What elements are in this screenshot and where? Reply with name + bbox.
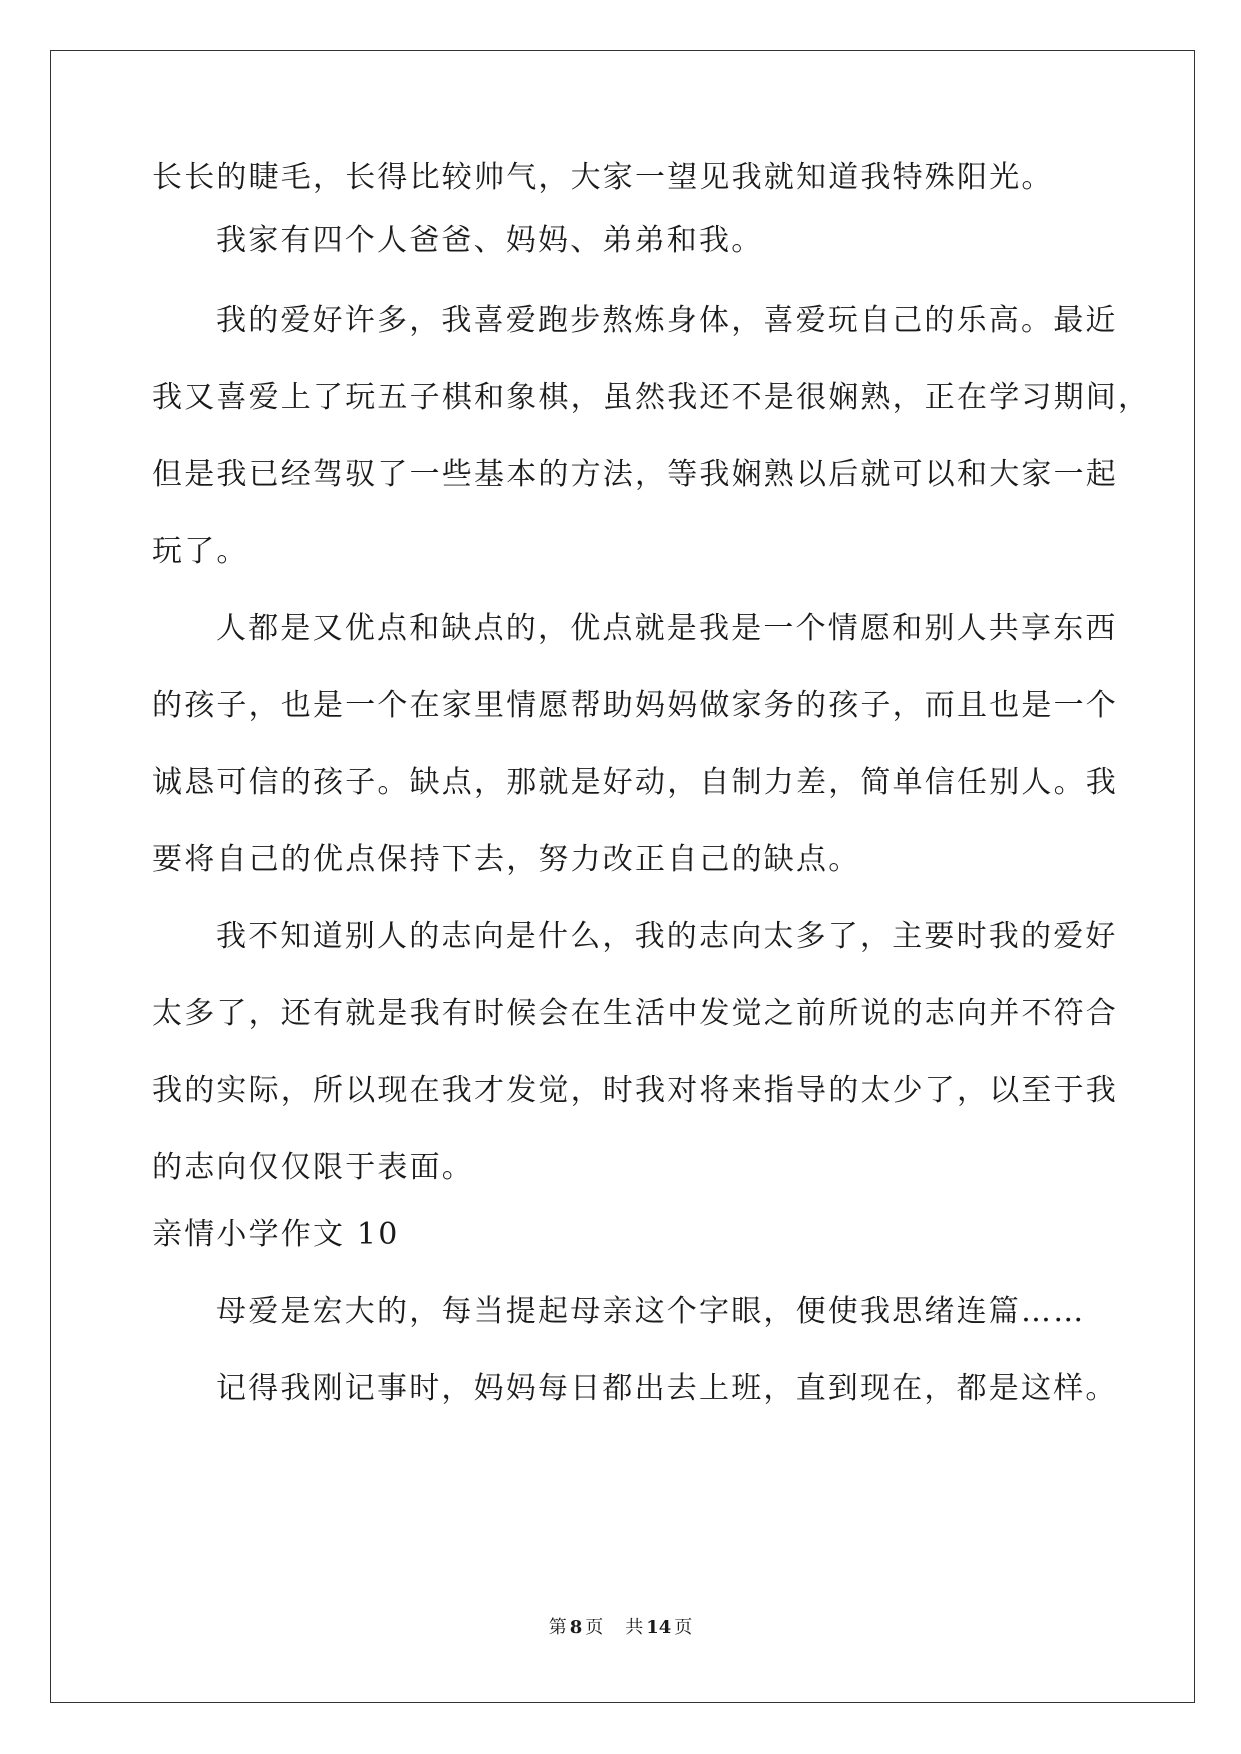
text-line: 的孩子，也是一个在家里情愿帮助妈妈做家务的孩子，而且也是一个: [152, 688, 1118, 723]
total-prefix: 共: [625, 1617, 644, 1638]
text-line: 玩了。: [152, 534, 249, 569]
text-line: 但是我已经驾驭了一些基本的方法，等我娴熟以后就可以和大家一起: [152, 457, 1118, 492]
text-line: 诚恳可信的孩子。缺点，那就是好动，自制力差，简单信任别人。我: [152, 765, 1118, 800]
page-current: 8: [569, 1617, 583, 1638]
text-line: 我又喜爱上了玩五子棋和象棋，虽然我还不是很娴熟，正在学习期间，: [152, 380, 1151, 415]
paragraph-line: 我家有四个人爸爸、妈妈、弟弟和我。: [216, 223, 764, 258]
text-line: 长长的睫毛，长得比较帅气，大家一望见我就知道我特殊阳光。: [152, 160, 1054, 195]
section-heading: 亲情小学作文 10: [152, 1217, 400, 1252]
text-line: 要将自己的优点保持下去，努力改正自己的缺点。: [152, 842, 861, 877]
paragraph-line: 我不知道别人的志向是什么，我的志向太多了，主要时我的爱好: [216, 919, 1118, 954]
page-unit: 页: [585, 1617, 604, 1638]
text-line: 我的实际，所以现在我才发觉，时我对将来指导的太少了，以至于我: [152, 1073, 1118, 1108]
text-line: 太多了，还有就是我有时候会在生活中发觉之前所说的志向并不符合: [152, 996, 1118, 1031]
paragraph-line: 我的爱好许多，我喜爱跑步熬炼身体，喜爱玩自己的乐高。最近: [216, 303, 1118, 338]
paragraph-line: 母爱是宏大的，每当提起母亲这个字眼，便使我思绪连篇……: [216, 1294, 1086, 1329]
paragraph-line: 记得我刚记事时，妈妈每日都出去上班，直到现在，都是这样。: [216, 1371, 1118, 1406]
text-line: 的志向仅仅限于表面。: [152, 1150, 474, 1185]
total-unit: 页: [674, 1617, 693, 1638]
paragraph-line: 人都是又优点和缺点的，优点就是我是一个情愿和别人共享东西: [216, 611, 1118, 646]
page-prefix: 第: [548, 1617, 567, 1638]
page-footer: [0, 1617, 1241, 1639]
page-total: 14: [646, 1617, 672, 1638]
